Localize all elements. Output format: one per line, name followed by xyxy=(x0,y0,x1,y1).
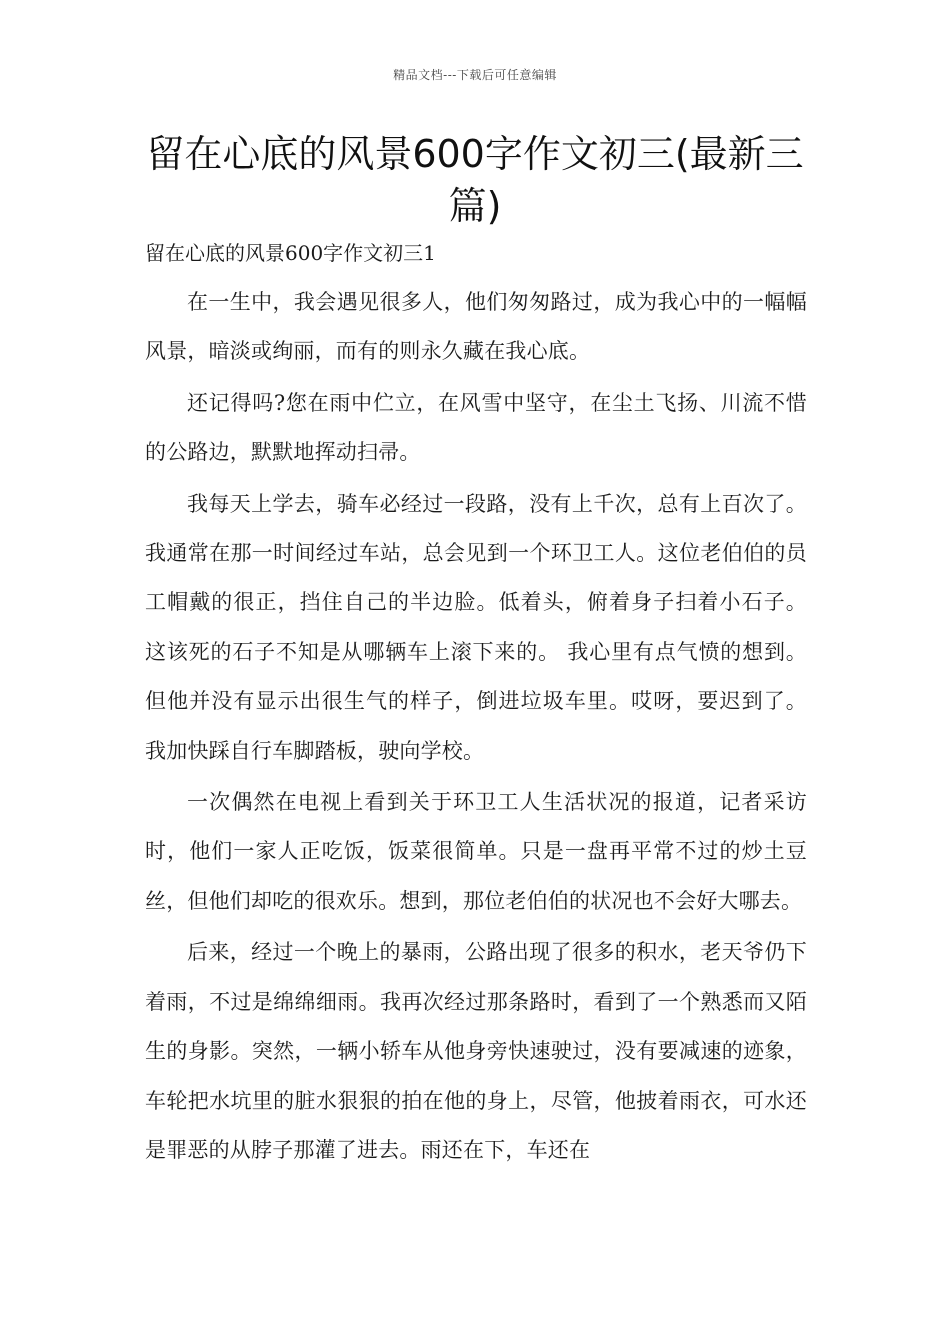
paragraph: 一次偶然在电视上看到关于环卫工人生活状况的报道，记者采访时，他们一家人正吃饭，饭菜很简单。只是一盘再平常不过的炒土豆丝，但他们却吃的很欢乐。想到，那位老伯伯的状况也不会好大哪去。 xyxy=(145,790,807,913)
header-note: 精品文档---下载后可任意编辑 xyxy=(393,68,557,82)
document-title: 留在心底的风景600字作文初三(最新三篇) xyxy=(146,132,804,228)
paragraph: 后来，经过一个晚上的暴雨，公路出现了很多的积水，老天爷仍下着雨，不过是绵绵细雨。我再次经过那条路时，看到了一个熟悉而又陌生的身影。突然，一辆小轿车从他身旁快速驶过，没有要减速的迹象，车轮把水坑里的脏水狠狠的拍在他的身上，尽管，他披着雨衣，可水还是罪恶的从脖子那灌了进去。雨还在下，车还在 xyxy=(145,940,807,1162)
section-title: 留在心底的风景600字作文初三1 xyxy=(145,241,436,265)
paragraph: 我每天上学去，骑车必经过一段路，没有上千次，总有上百次了。我通常在那一时间经过车站，总会见到一个环卫工人。这位老伯伯的员工帽戴的很正，挡住自己的半边脸。低着头，俯着身子扫着小石子。 这该死的石子不知是从哪辆车上滚下来的。 我心里有点气愤的想到。但他并没有显示出很生气的样子，倒进垃圾车里。哎呀，要迟到了。 我加快踩自行车脚踏板，驶向学校。 xyxy=(145,491,807,763)
paragraph: 还记得吗?您在雨中伫立，在风雪中坚守，在尘土飞扬、川流不惜的公路边，默默地挥动扫帚。 xyxy=(145,390,807,465)
document-body xyxy=(145,278,807,1177)
paragraph: 在一生中，我会遇见很多人，他们匆匆路过，成为我心中的一幅幅风景，暗淡或绚丽，而有的则永久藏在我心底。 xyxy=(145,290,807,364)
